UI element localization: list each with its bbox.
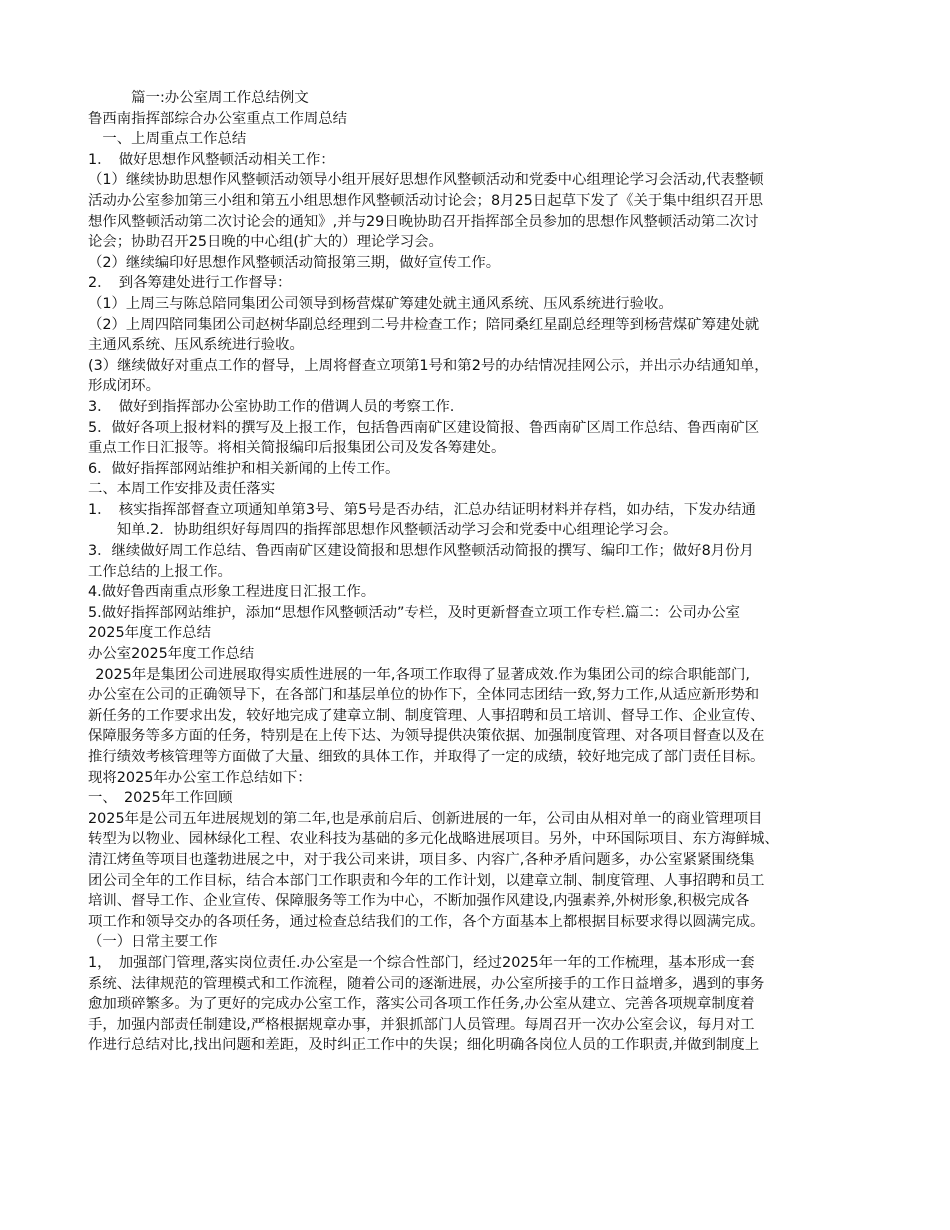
text-line: 论会；协助召开25日晚的中心组(扩大的）理论学习会。 [88,234,443,251]
text-line: 形成闭环。 [88,378,160,395]
text-line: 鲁西南指挥部综合办公室重点工作周总结 [88,110,348,127]
text-line: 手，加强内部责任制建设,严格根据规章办事，并狠抓部门人员管理。每周召开一次办公室会议，每月对工 [88,1016,755,1033]
text-line: （1）继续协助思想作风整顿活动领导小组开展好思想作风整顿活动和党委中心组理论学习会活动,代表整顿 [88,172,764,189]
text-line: 办公室2025年度工作总结 [88,646,255,663]
text-line: （1）上周三与陈总陪同集团公司领导到杨营煤矿筹建处就主通风系统、压风系统进行验收。 [88,295,673,312]
text-line: 2． 到各筹建处进行工作督导： [88,275,292,292]
text-line: 4.做好鲁西南重点形象工程进度日汇报工作。 [88,584,376,601]
text-line: 重点工作日汇报等。将相关简报编印后报集团公司及发各筹建处。 [88,440,506,457]
text-line: 知单.2．协助组织好每周四的指挥部思想作风整顿活动学习会和党委中心组理论学习会。 [88,522,678,539]
text-line: （2）上周四陪同集团公司赵树华副总经理到二号井检查工作；陪同桑红星副总经理等到杨营煤矿筹建处就 [88,316,760,333]
text-line: 2025年是公司五年进展规划的第二年,也是承前启后、创新进展的一年，公司由从相对单一的商业管理项目 [88,810,763,827]
text-line: 2025年是集团公司进展取得实质性进展的一年,各项工作取得了显著成效.作为集团公司的综合职能部门, [88,666,750,683]
text-line: 5．做好各项上报材料的撰写及上报工作，包括鲁西南矿区建设简报、鲁西南矿区周工作总结、鲁西南矿区 [88,419,760,436]
text-line: 新任务的工作要求出发，较好地完成了建章立制、制度管理、人事招聘和员工培训、督导工作、企业宣传、 [88,707,765,724]
text-line: 办公室在公司的正确领导下，在各部门和基层单位的协作下，全体同志团结一致,努力工作,从适应新形势和 [88,687,760,704]
text-line: 1， 加强部门管理,落实岗位责任.办公室是一个综合性部门，经过2025年一年的工作梳理，基本形成一套 [88,954,755,971]
text-line: 3． 做好到指挥部办公室协助工作的借调人员的考察工作. [88,398,455,415]
text-line: 作进行总结对比,找出问题和差距，及时纠正工作中的失误；细化明确各岗位人员的工作职责,并做到制度上 [88,1037,760,1054]
text-line: (3）继续做好对重点工作的督导，上周将督查立项第1号和第2号的办结情况挂网公示，并出示办结通知单， [88,357,769,374]
text-line: 愈加琐碎繁多。为了更好的完成办公室工作，落实公司各项工作任务,办公室从建立、完善各项规章制度着 [88,996,755,1013]
text-line: 3．继续做好周工作总结、鲁西南矿区建设简报和思想作风整顿活动简报的撰写、编印工作；做好8月份月 [88,543,754,560]
text-line: 工作总结的上报工作。 [88,563,232,580]
text-line: 想作风整顿活动第二次讨论会的通知》,并与29日晚协助召开指挥部全员参加的思想作风整顿活动第二次讨 [88,213,759,230]
text-line: 清江烤鱼等项目也蓬勃进展之中，对于我公司来讲，项目多、内容广,各种矛盾问题多，办公室紧紧围绕集 [88,851,755,868]
text-line: 现将2025年办公室工作总结如下： [88,769,312,786]
text-line: 转型为以物业、园林绿化工程、农业科技为基础的多元化战略进展项目。另外，中环国际项目、东方海鲜城、 [88,831,779,848]
text-line: 2025年度工作总结 [88,625,211,642]
text-line: 1． 核实指挥部督查立项通知单第3号、第5号是否办结，汇总办结证明材料并存档，如办结，下发办结通 [88,501,756,518]
text-line: 二、本周工作安排及责任落实 [88,481,276,498]
text-line: 5.做好指挥部网站维护，添加“思想作风整顿活动”专栏，及时更新督查立项工作专栏.篇二：公司办公室 [88,604,741,621]
text-line: 一、上周重点工作总结 [88,131,247,148]
text-line: 6．做好指挥部网站维护和相关新闻的上传工作。 [88,460,400,477]
text-line: 培训、督导工作、企业宣传、保障服务等工作为中心，不断加强作风建设,内强素养,外树形象,积极完成各 [88,893,750,910]
text-line: 推行绩效考核管理等方面做了大量、细致的具体工作，并取得了一定的成绩，较好地完成了部门责任目标。 [88,749,765,765]
text-line: 团公司全年的工作目标，结合本部门工作职责和今年的工作计划，以建章立制、制度管理、人事招聘和员工 [88,872,765,889]
text-line: （2）继续编印好思想作风整顿活动简报第三期，做好宣传工作。 [88,254,501,271]
text-line: 保障服务等多方面的任务，特别是在上传下达、为领导提供决策依据、加强制度管理、对各项目督查以及在 [88,728,765,745]
text-line: 主通风系统、压风系统进行验收。 [88,337,304,354]
text-line: 一、 2025年工作回顾 [88,790,233,807]
text-line: 系统、法律规范的管理模式和工作流程，随着公司的逐渐进展，办公室所接手的工作日益增多，遇到的事务 [88,975,765,992]
text-line: 活动办公室参加第三小组和第五小组思想作风整顿活动讨论会；8月25日起草下发了《关于集中组织召开思 [88,192,764,209]
text-line: 1． 做好思想作风整顿活动相关工作： [88,151,335,168]
document-body [88,88,950,1056]
text-line: 篇一:办公室周工作总结例文 [88,90,309,106]
text-line: 项工作和领导交办的各项任务，通过检查总结我们的工作，各个方面基本上都根据目标要求得以圆满完成。 [88,913,765,930]
text-line: （一）日常主要工作 [88,934,218,951]
